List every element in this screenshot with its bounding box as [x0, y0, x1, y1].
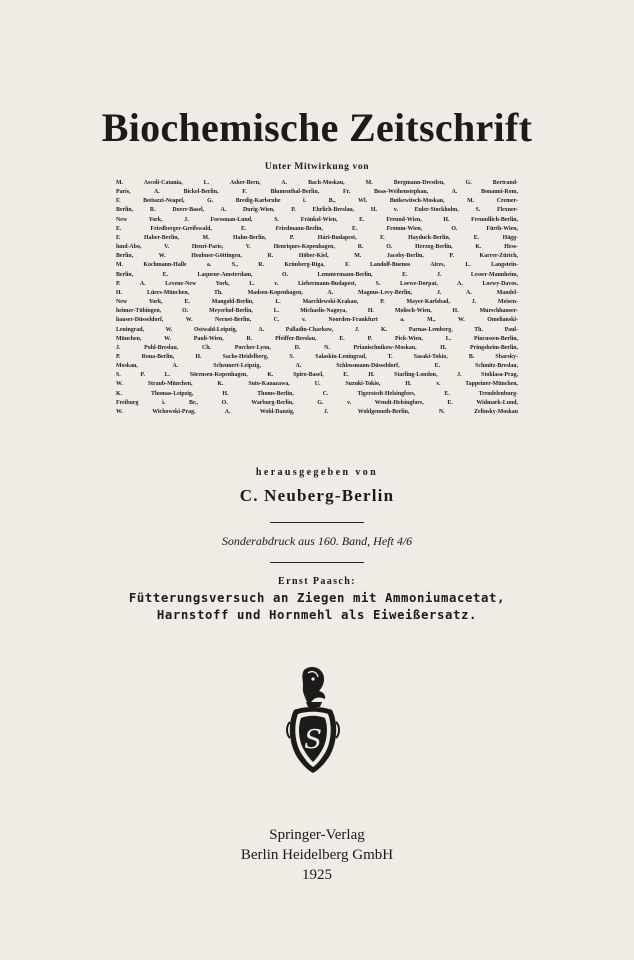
collaborator-line: K. Thomas-Leipzig, H. Thoms-Berlin, C. Tigerstedt-Helsingfors, E. Trendelenburg-: [116, 390, 518, 397]
offprint-note: Sonderabdruck aus 160. Band, Heft 4/6: [221, 534, 413, 548]
collaborator-line: Freiburg i. Br., O. Warburg-Berlin, G. v. Wendt-Helsingfors, E. Widmark-Lund,: [116, 399, 518, 406]
collaborator-line: New York, J. Forssman-Lund, S. Fränkel-Wien, E. Freund-Wien, H. Freundlich-Berlin,: [116, 216, 518, 223]
collaborator-line: W. Straub-München, K. Suto-Kanazawa, U. Suzuki-Tokio, H. v. Tappeiner-München,: [116, 381, 518, 388]
collaborator-line: W. Wichowski-Prag, A. Wohl-Danzig, J. Wohlgemuth-Berlin, N. Zelinsky-Moskau: [116, 408, 518, 415]
collaborator-line: F. Haber-Berlin, M. Hahn-Berlin, P. Hári-Budapest, F. Hayduck-Berlin, E. Hägg-: [116, 234, 518, 241]
article-title-line: Fütterungsversuch an Ziegen mit Ammoniumacetat,: [128, 591, 506, 605]
collaborator-line: New York, E. Mangold-Berlin, L. Marchlewski-Krakau, P. Mayer-Karlsbad, J. Meisen-: [116, 299, 518, 306]
publisher-place: Berlin Heidelberg GmbH: [240, 847, 394, 863]
svg-text:S: S: [304, 725, 322, 755]
collaborator-line: H. Lüers-München, Th. Madsen-Kopenhagen, A. Magnus-Levy-Berlin, J. A. Mandel-: [116, 289, 518, 296]
collaborator-line: Berlin, R. Doerr-Basel, A. Durig-Wien, P. Ehrlich-Breslau, H. v. Euler-Stockholm, S. Flexner-: [116, 207, 518, 214]
collaborator-line: hauser-Düsseldorf, W. Nernst-Berlin, C. v. Noorden-Frankfurt a. M., W. Omelianski-: [116, 317, 518, 324]
collaborators-list: [116, 179, 518, 417]
collaborator-line: E. Friedberger-Greifswald, E. Friedmann-Berlin, E. Fromm-Wien, O. Fürth-Wien,: [116, 225, 518, 232]
article-title-line: Harnstoff und Hornmehl als Eiweißersatz.: [156, 608, 478, 622]
collaborator-line: P. A. Levene-New York, L. v. Liebermann-Budapest, S. Loewe-Dorpat, A. Loewy-Davos,: [116, 280, 518, 287]
collaborator-line: J. Pohl-Breslau, Ch. Porcher-Lyon, D. N. Prianischnikow-Moskau, H. Pringsheim-Berlin,: [116, 344, 518, 351]
collaborator-line: lund-Abo, V. Henri-Paris, V. Henriques-Kopenhagen, R. O. Herzog-Berlin, K. Hess-: [116, 244, 518, 251]
collaborator-line: München, W. Pauli-Wien, R. Pfeiffer-Breslau, E. P. Pick-Wien, L. Pincussen-Berlin,: [116, 335, 518, 342]
collaborator-line: P. Rona-Berlin, H. Sachs-Heidelberg, S. Salaskin-Leningrad, T. Sasaki-Tokio, B. Sbarsky-: [116, 353, 518, 360]
collaborator-line: M. Ascoli-Catania, L. Asher-Bern, A. Bach-Moskau, M. Bergmann-Dresden, G. Bertrand-: [116, 180, 518, 186]
publication-year: 1925: [302, 867, 332, 883]
divider-top: [270, 522, 364, 523]
collaborator-line: Paris, A. Bickel-Berlin, F. Blumenthal-Berlin, Fr. Boas-Weihenstephan, A. Bonanni-Rom,: [116, 189, 518, 196]
collaborator-line: heimer-Tübingen, O. Meyerhof-Berlin, L. Michaelis-Nagoya, H. Molisch-Wien, H. Murschhauser-: [116, 308, 518, 315]
publisher-name: Springer-Verlag: [269, 827, 365, 843]
journal-title: Biochemische Zeitschrift: [101, 105, 533, 150]
collaborator-line: Berlin, W. Heubner-Göttingen, R. Höber-Kiel, M. Jacoby-Berlin, P. Karrer-Zürich,: [116, 253, 518, 260]
article-title: [0, 590, 634, 624]
editor-name: C. Neuberg-Berlin: [239, 486, 395, 505]
collaborator-line: Moskau, A. Scheunert-Leipzig, A. Schlossmann-Düsseldorf, E. Schmitz-Breslau,: [116, 363, 518, 370]
publisher-block: [0, 825, 634, 885]
edited-by-label: herausgegeben von: [255, 467, 379, 478]
collaborator-line: Berlin, E. Laqueur-Amsterdam, O. Lemmermann-Berlin, E. J. Lesser-Mannheim,: [116, 271, 518, 278]
collaborator-line: M. Kochmann-Halle a. S., R. Krimberg-Riga, F. Landolf-Buenos Aires, L. Langstein-: [116, 262, 518, 269]
collaborator-line: S. P. L. Sörensen-Kopenhagen, K. Spiro-Basel, E. H. Starling-London, J. Stoklasa-Prag,: [116, 372, 518, 379]
divider-middle: [270, 562, 364, 563]
collaborators-heading: Unter Mitwirkung von: [264, 162, 370, 172]
collaborator-line: Leningrad, W. Ostwald-Leipzig, A. Palladin-Charkow, J. K. Parnas-Lemberg, Th. Paul-: [116, 326, 518, 333]
collaborator-line: F. Bottazzi-Neapel, G. Bredig-Karlsruhe i. B., Wl. Butkewitsch-Moskau, M. Cremer-: [116, 198, 518, 205]
article-author: Ernst Paasch:: [278, 576, 356, 587]
springer-knight-logo-icon: [282, 664, 344, 780]
